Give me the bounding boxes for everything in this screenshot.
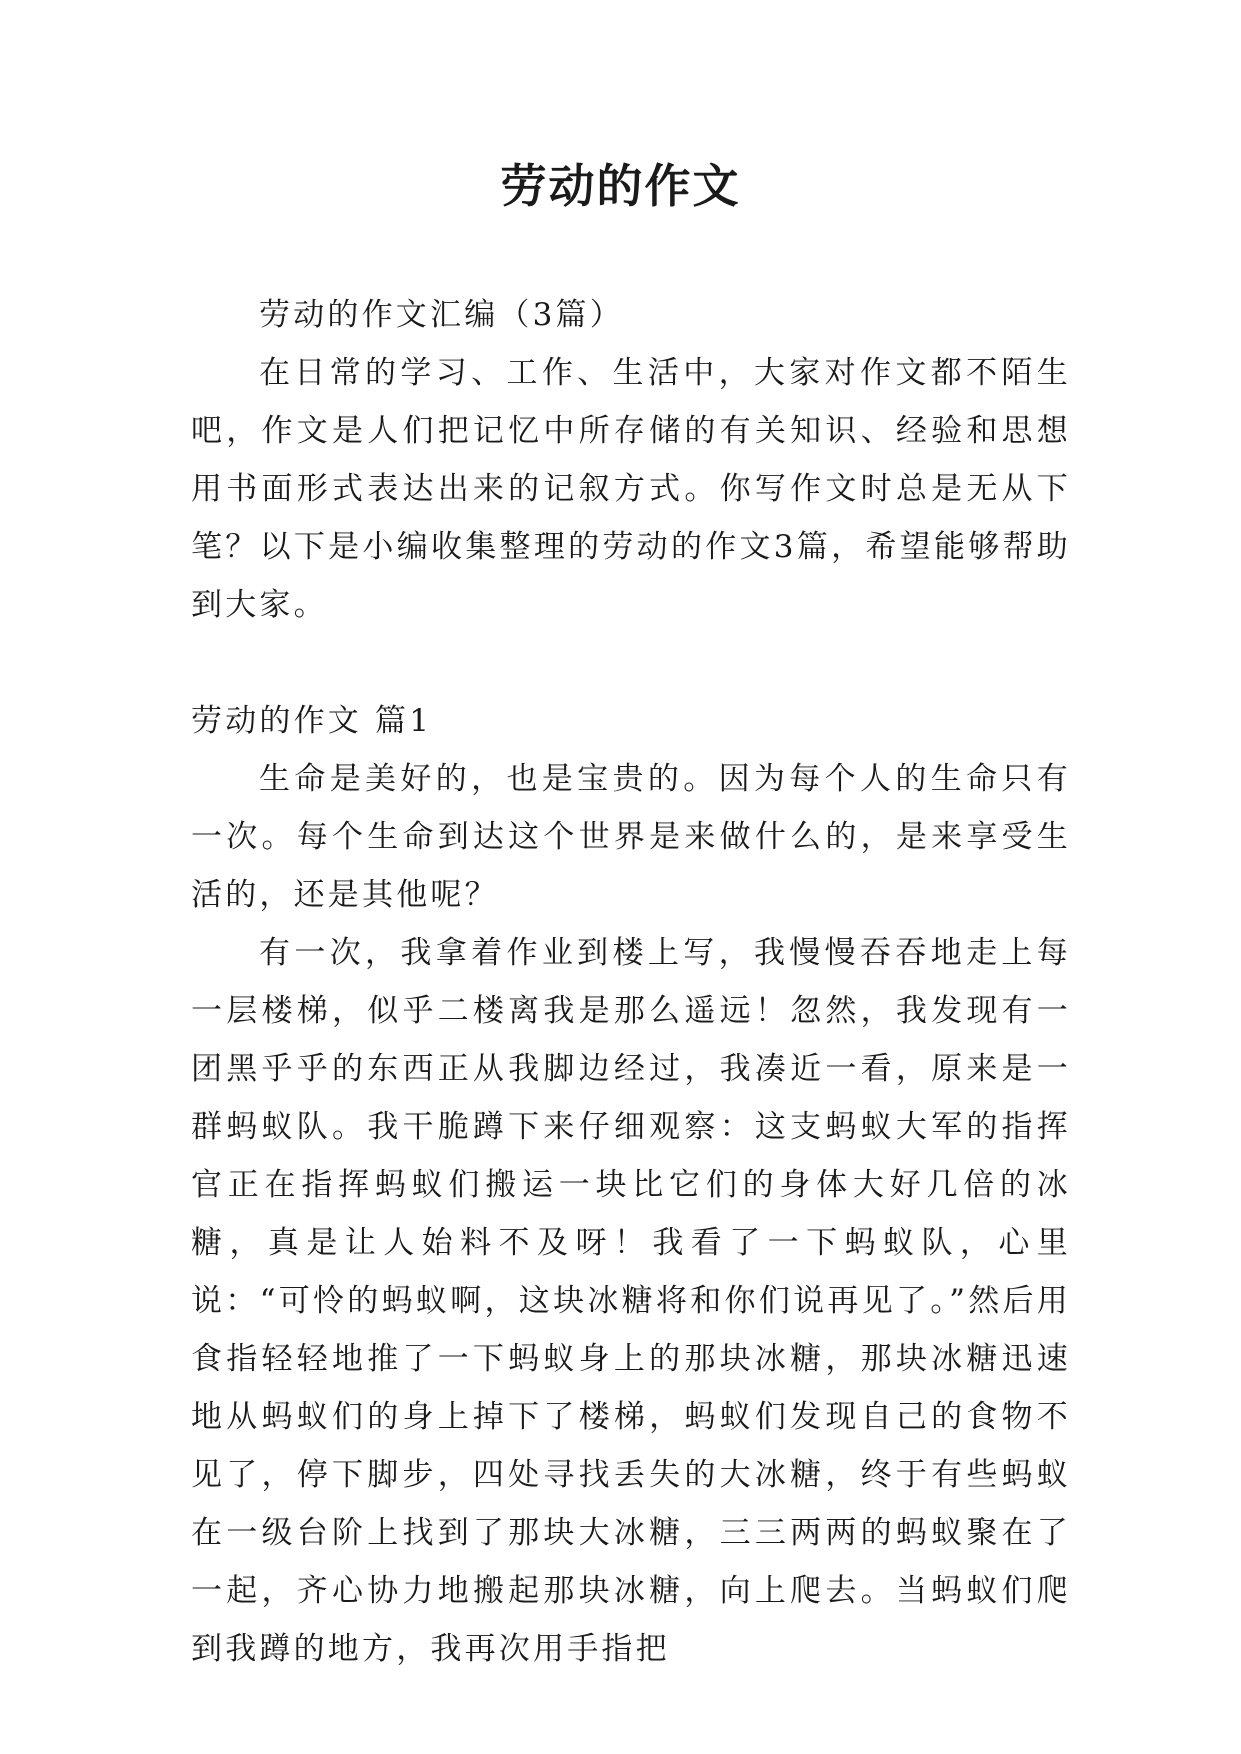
intro-paragraph: 在日常的学习、工作、生活中，大家对作文都不陌生吧，作文是人们把记忆中所存储的有关知识、经验和思想用书面形式表达出来的记叙方式。你写作文时总是无从下笔？以下是小编收集整理的劳动的作文3篇，希望能够帮助到大家。	[191, 355, 1071, 623]
section-heading: 劳动的作文 篇1	[191, 703, 433, 739]
document-subtitle: 劳动的作文汇编（3篇）	[259, 297, 624, 333]
section-paragraph: 有一次，我拿着作业到楼上写，我慢慢吞吞地走上每一层楼梯，似乎二楼离我是那么遥远！忽然，我发现有一团黑乎乎的东西正从我脚边经过，我凑近一看，原来是一群蚂蚁队。我干脆蹲下来仔细观察：这支蚂蚁大军的指挥官正在指挥蚂蚁们搬运一块比它们的身体大好几倍的冰糖，真是让人始料不及呀！我看了一下蚂蚁队，心里说：“可怜的蚂蚁啊，这块冰糖将和你们说再见了。”然后用食指轻轻地推了一下蚂蚁身上的那块冰糖，那块冰糖迅速地从蚂蚁们的身上掉下了楼梯，蚂蚁们发现自己的食物不见了，停下脚步，四处寻找丢失的大冰糖，终于有些蚂蚁在一级台阶上找到了那块大冰糖，三三两两的蚂蚁聚在了一起，齐心协力地搬起那块冰糖，向上爬去。当蚂蚁们爬到我蹲的地方，我再次用手指把	[191, 935, 1071, 1667]
section-paragraph: 生命是美好的，也是宝贵的。因为每个人的生命只有一次。每个生命到达这个世界是来做什么的，是来享受生活的，还是其他呢？	[191, 761, 1071, 913]
document-body	[191, 286, 1071, 1678]
document-title: 劳动的作文	[500, 159, 741, 213]
